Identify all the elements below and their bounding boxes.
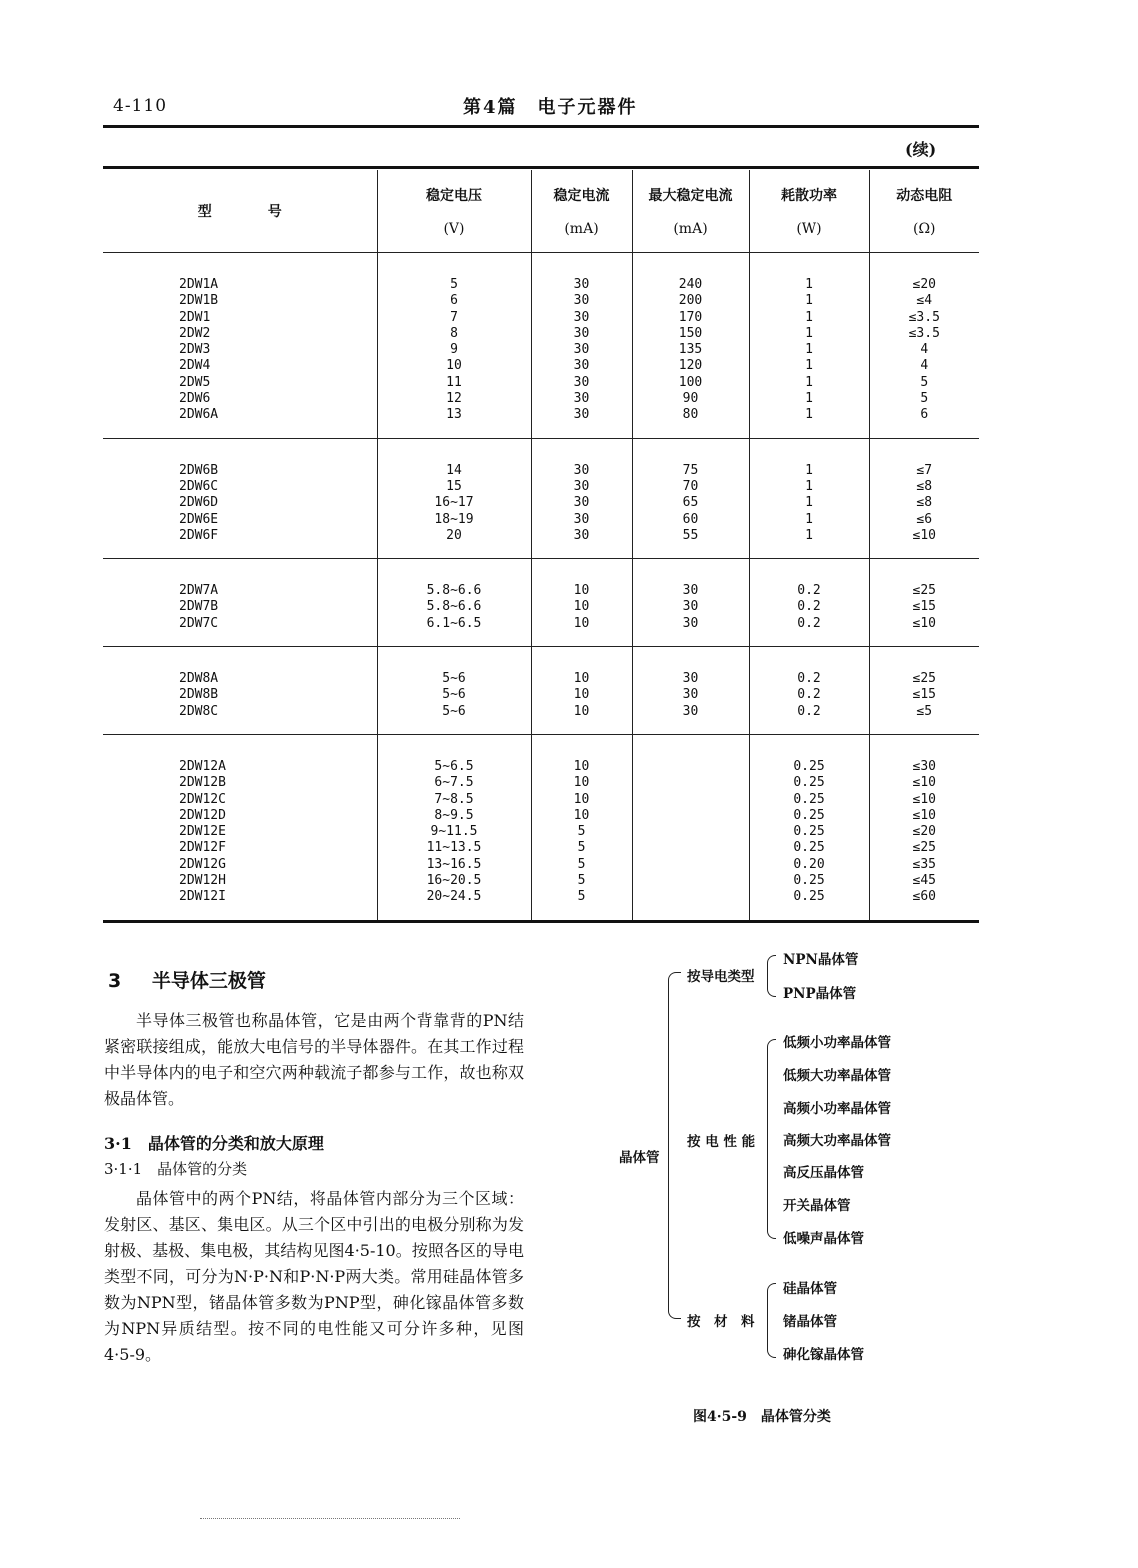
table-header-row [103, 170, 979, 253]
conductivity-brace [767, 955, 776, 997]
zener-diode-table [103, 170, 979, 923]
cell-power: 0.25 0.25 0.25 0.25 0.25 0.25 0.20 0.25 0.25 [749, 734, 869, 921]
cell-current: 10 10 10 [531, 647, 632, 735]
cell-current: 30 30 30 30 30 [531, 438, 632, 558]
cell-voltage: 5.8~6.6 5.8~6.6 6.1~6.5 [377, 559, 531, 647]
table-row-group-2dw7 [103, 559, 979, 647]
col-header-power: 耗散功率 (W) [749, 170, 869, 253]
leaf-low-noise: 低噪声晶体管 [783, 1231, 864, 1247]
cell-power: 0.2 0.2 0.2 [749, 647, 869, 735]
cell-models: 2DW12A 2DW12B 2DW12C 2DW12D 2DW12E 2DW12F 2DW12G 2DW12H 2DW12I [103, 734, 377, 921]
table-row-group-2dw1 [103, 253, 979, 439]
leaf-lf-large: 低频大功率晶体管 [783, 1068, 891, 1084]
leaf-lf-small: 低频小功率晶体管 [783, 1035, 891, 1051]
cell-resistance: ≤25 ≤15 ≤10 [869, 559, 979, 647]
cell-max-current: 240 200 170 150 135 120 100 90 80 [632, 253, 749, 439]
col-header-resistance: 动态电阻 (Ω) [869, 170, 979, 253]
cell-max-current [632, 734, 749, 921]
table-row-group-2dw8 [103, 647, 979, 735]
subsection-heading: 3·1 晶体管的分类和放大原理 [104, 1134, 324, 1153]
section-number: 3 [108, 970, 122, 992]
leaf-npn: NPN晶体管 [783, 952, 859, 968]
branch-electrical: 按 电 性 能 [687, 1134, 756, 1150]
leaf-germanium: 锗晶体管 [783, 1314, 837, 1330]
tree-root: 晶体管 [619, 1150, 660, 1166]
leaf-hf-small: 高频小功率晶体管 [783, 1101, 891, 1117]
cell-power: 1 1 1 1 1 1 1 1 1 [749, 253, 869, 439]
cell-max-current: 75 70 65 60 55 [632, 438, 749, 558]
cell-voltage: 14 15 16~17 18~19 20 [377, 438, 531, 558]
intro-paragraph: 半导体三极管也称晶体管，它是由两个背靠背的PN结紧密联接组成，能放大电信号的半导体器件。在其工作过程中半导体内的电子和空穴两种载流子都参与工作，故也称双极晶体管。 [104, 1011, 524, 1108]
table-top-rule [103, 166, 979, 169]
cell-current: 30 30 30 30 30 30 30 30 30 [531, 253, 632, 439]
chapter-title: 第4篇 电子元器件 [463, 97, 638, 118]
page-number: 4-110 [113, 96, 168, 116]
cell-max-current: 30 30 30 [632, 559, 749, 647]
root-brace [668, 972, 681, 1319]
leaf-gaas: 砷化镓晶体管 [783, 1347, 864, 1363]
leaf-silicon: 硅晶体管 [783, 1281, 837, 1297]
section-title: 半导体三极管 [151, 970, 266, 992]
cell-max-current: 30 30 30 [632, 647, 749, 735]
leaf-pnp: PNP晶体管 [783, 986, 857, 1002]
header-rule [103, 125, 979, 128]
leaf-high-voltage: 高反压晶体管 [783, 1165, 864, 1181]
cell-resistance: ≤7 ≤8 ≤8 ≤6 ≤10 [869, 438, 979, 558]
branch-material: 按 材 料 [687, 1314, 755, 1330]
leaf-switching: 开关晶体管 [783, 1198, 851, 1214]
table-row-group-2dw12 [103, 734, 979, 921]
figure-caption: 图4·5-9 晶体管分类 [693, 1409, 831, 1425]
cell-voltage: 5 6 7 8 9 10 11 12 13 [377, 253, 531, 439]
cell-voltage: 5~6 5~6 5~6 [377, 647, 531, 735]
cell-current: 10 10 10 [531, 559, 632, 647]
col-header-current: 稳定电流 (mA) [531, 170, 632, 253]
col-header-voltage: 稳定电压 (V) [377, 170, 531, 253]
cell-voltage: 5~6.5 6~7.5 7~8.5 8~9.5 9~11.5 11~13.5 13~16.5 16~20.5 20~24.5 [377, 734, 531, 921]
col-header-model: 型 号 [103, 170, 377, 253]
table-row-group-2dw6 [103, 438, 979, 558]
leaf-hf-large: 高频大功率晶体管 [783, 1133, 891, 1149]
scan-artifact-line [200, 1518, 460, 1519]
electrical-brace [767, 1039, 776, 1239]
branch-conductivity: 按导电类型 [687, 969, 755, 985]
cell-models: 2DW8A 2DW8B 2DW8C [103, 647, 377, 735]
cell-resistance: ≤20 ≤4 ≤3.5 ≤3.5 4 4 5 5 6 [869, 253, 979, 439]
cell-power: 0.2 0.2 0.2 [749, 559, 869, 647]
cell-models: 2DW7A 2DW7B 2DW7C [103, 559, 377, 647]
cell-power: 1 1 1 1 1 [749, 438, 869, 558]
cell-models: 2DW1A 2DW1B 2DW1 2DW2 2DW3 2DW4 2DW5 2DW6 2DW6A [103, 253, 377, 439]
cell-resistance: ≤25 ≤15 ≤5 [869, 647, 979, 735]
cell-current: 10 10 10 10 5 5 5 5 5 [531, 734, 632, 921]
continued-label: (续) [905, 140, 937, 159]
cell-resistance: ≤30 ≤10 ≤10 ≤10 ≤20 ≤25 ≤35 ≤45 ≤60 [869, 734, 979, 921]
col-header-max-current: 最大稳定电流 (mA) [632, 170, 749, 253]
subsubsection-heading: 3·1·1 晶体管的分类 [104, 1160, 248, 1178]
body-paragraph: 晶体管中的两个PN结，将晶体管内部分为三个区域：发射区、基区、集电区。从三个区中引出的电极分别称为发射极、基极、集电极，其结构见图4·5-10。按照各区的导电类型不同，可分为N·P·N和P·N·P两大类。常用硅晶体管多数为NPN型，锗晶体管多数为PNP型，砷化镓晶体管多数为NPN异质结型。按不同的电性能又可分许多种，见图4·5-9。 [104, 1189, 524, 1364]
section-heading [108, 966, 266, 993]
cell-models: 2DW6B 2DW6C 2DW6D 2DW6E 2DW6F [103, 438, 377, 558]
material-brace [767, 1283, 776, 1358]
